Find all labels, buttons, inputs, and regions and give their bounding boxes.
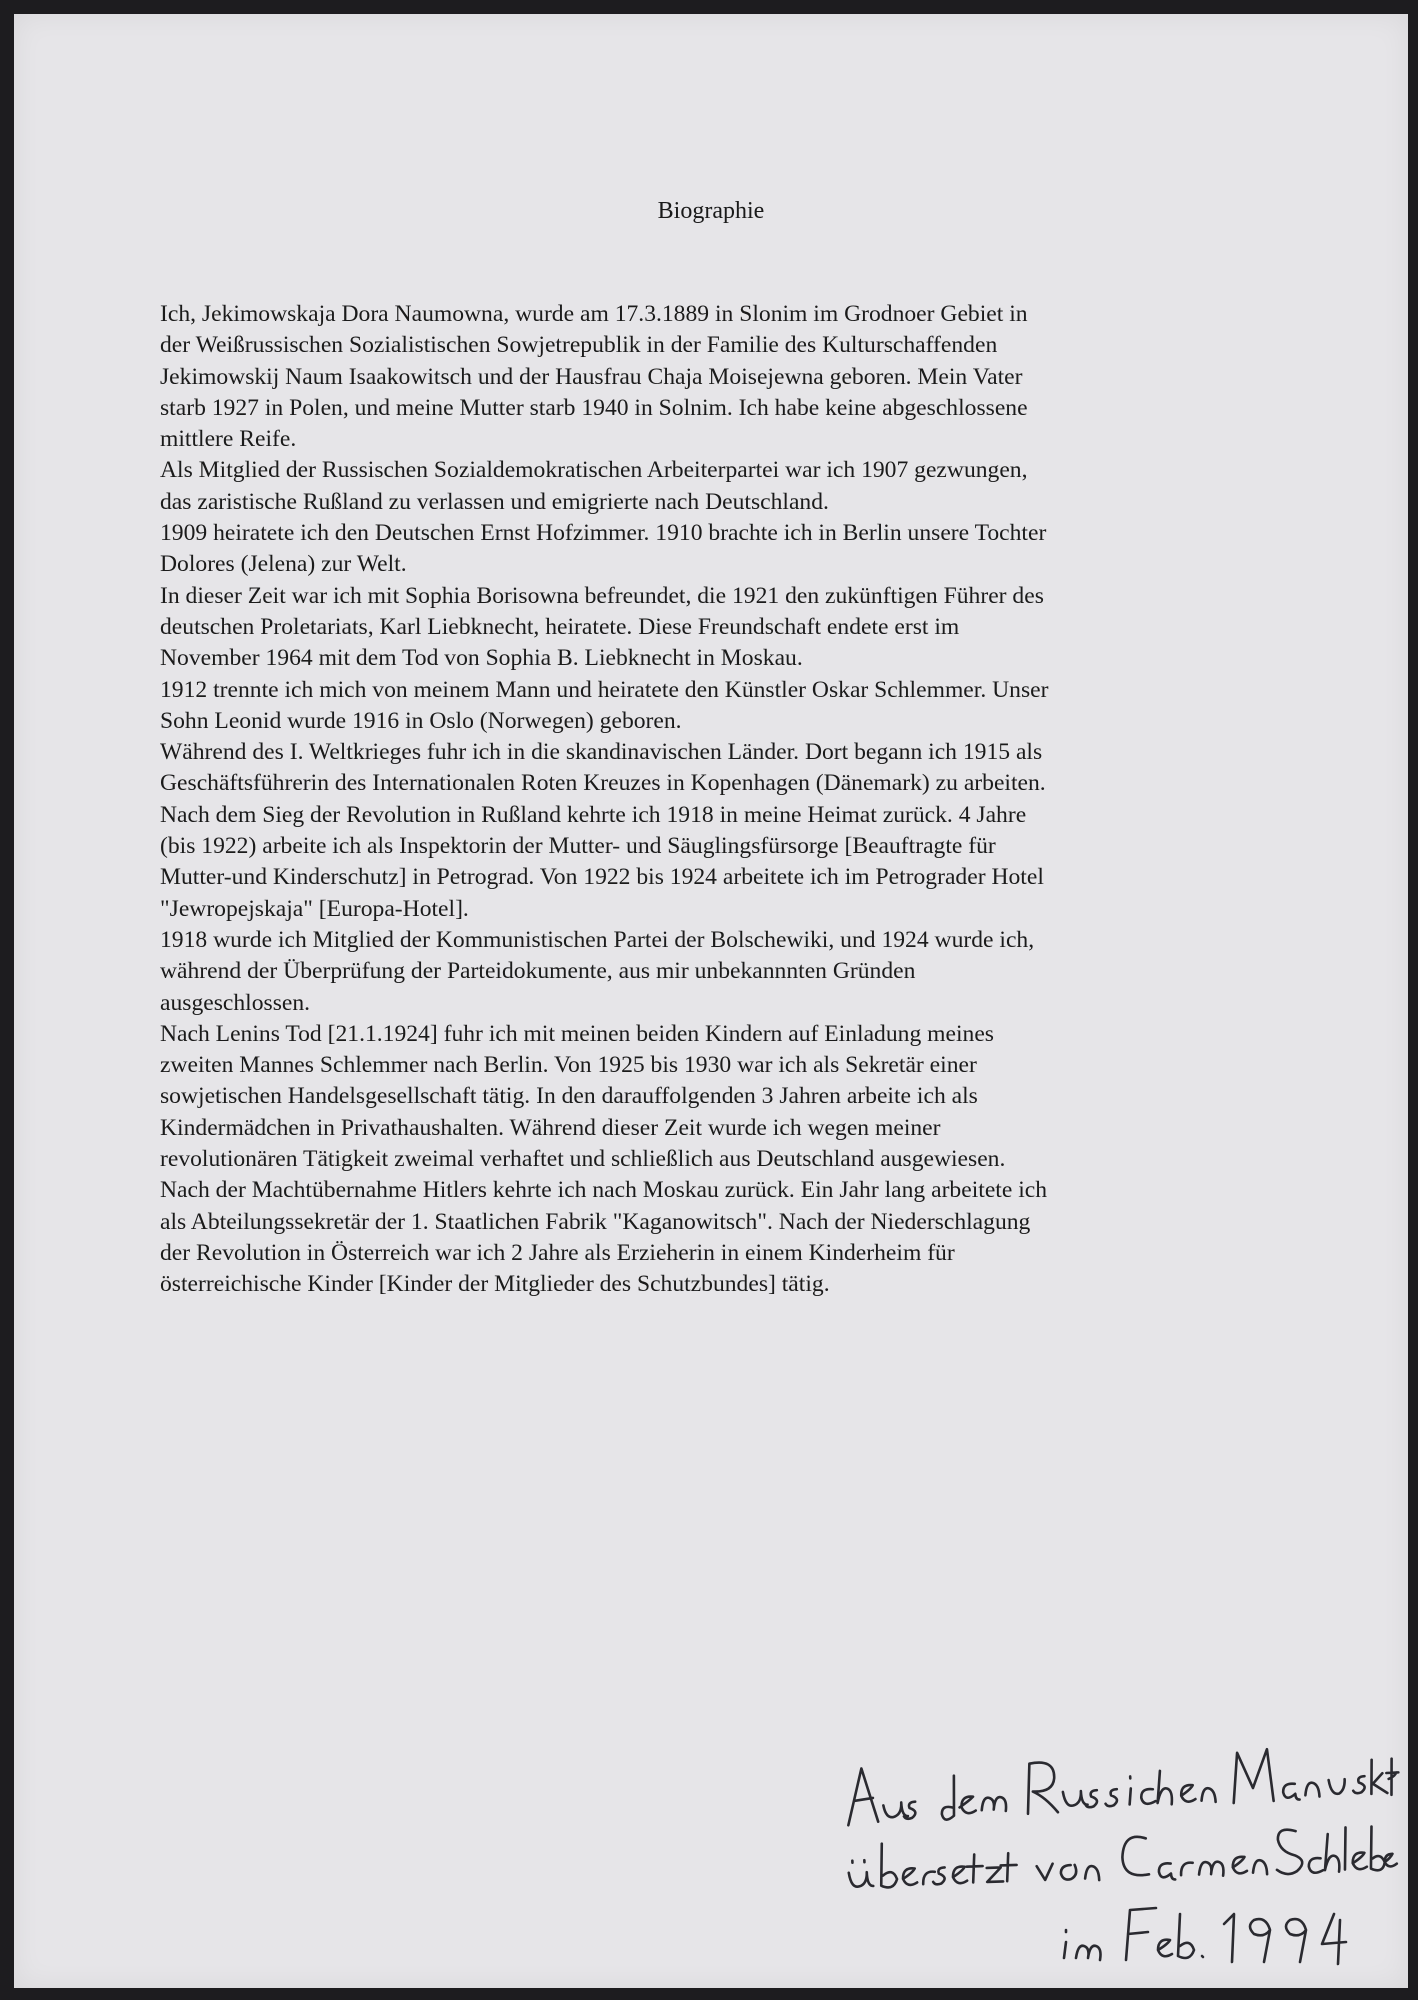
body-line: deutschen Proletariats, Karl Liebknecht, heiratete. Diese Freundschaft endete erst im <box>160 613 960 640</box>
body-line: revolutionären Tätigkeit zweimal verhaftet und schließlich aus Deutschland ausgewiesen. <box>160 1146 1006 1173</box>
body-line: Jekimowskij Naum Isaakowitsch und der Hausfrau Chaja Moisejewna geboren. Mein Vater <box>160 363 1023 390</box>
body-line: Kindermädchen in Privathaushalten. Während dieser Zeit wurde ich wegen meiner <box>160 1114 941 1141</box>
body-line: Geschäftsführerin des Internationalen Roten Kreuzes in Kopenhagen (Dänemark) zu arbeiten. <box>160 770 1046 797</box>
body-line: "Jewropejskaja" [Europa-Hotel]. <box>160 895 469 922</box>
body-line: 1918 wurde ich Mitglied der Kommunistischen Partei der Bolschewiki, und 1924 wurde ich, <box>160 926 1035 953</box>
body-line: während der Überprüfung der Parteidokumente, aus mir unbekannnten Gründen <box>160 958 916 985</box>
paper-sheet <box>14 14 1408 1988</box>
body-line: In dieser Zeit war ich mit Sophia Borisowna befreundet, die 1921 den zukünftigen Führer des <box>160 582 1044 609</box>
body-line: 1912 trennte ich mich von meinem Mann und heiratete den Künstler Oskar Schlemmer. Unser <box>160 676 1049 703</box>
body-line: der Revolution in Österreich war ich 2 Jahre als Erzieherin in einem Kinderheim für <box>160 1239 955 1266</box>
handwriting-line-2 <box>848 1826 1397 1891</box>
body-line: der Weißrussischen Sozialistischen Sowjetrepublik in der Familie des Kulturschaffenden <box>160 332 998 359</box>
body-line: Dolores (Jelena) zur Welt. <box>160 551 407 578</box>
document-body <box>160 299 1260 1301</box>
body-line: Mutter-und Kinderschutz] in Petrograd. Von 1922 bis 1924 arbeitete ich im Petrograder Hotel <box>160 864 1044 891</box>
body-line: Ich, Jekimowskaja Dora Naumowna, wurde am 17.3.1889 in Slonim im Grodnoer Gebiet in <box>160 301 1028 327</box>
body-line: das zaristische Rußland zu verlassen und emigrierte nach Deutschland. <box>160 488 829 515</box>
body-line: Als Mitglied der Russischen Sozialdemokratischen Arbeiterpartei war ich 1907 gezwungen, <box>160 457 1028 484</box>
body-line: Nach der Machtübernahme Hitlers kehrte ich nach Moskau zurück. Ein Jahr lang arbeitete ich <box>160 1177 1048 1204</box>
body-line: sowjetischen Handelsgesellschaft tätig. In den darauffolgenden 3 Jahren arbeite ich als <box>160 1083 978 1110</box>
document-title: Biographie <box>657 198 765 224</box>
body-line: 1909 heiratete ich den Deutschen Ernst Hofzimmer. 1910 brachte ich in Berlin unsere Tochter <box>160 520 1047 547</box>
body-line: Nach dem Sieg der Revolution in Rußland kehrte ich 1918 in meine Heimat zurück. 4 Jahre <box>160 801 1027 828</box>
body-line: mittlere Reife. <box>160 426 297 453</box>
body-line: starb 1927 in Polen, und meine Mutter starb 1940 in Solnim. Ich habe keine abgeschlossene <box>160 394 1028 421</box>
body-line: zweiten Mannes Schlemmer nach Berlin. Von 1925 bis 1930 war ich als Sekretär einer <box>160 1052 977 1079</box>
body-line: Sohn Leonid wurde 1916 in Oslo (Norwegen) geboren. <box>160 707 682 734</box>
handwritten-note <box>840 1734 1400 1974</box>
body-line: österreichische Kinder [Kinder der Mitglieder des Schutzbundes] tätig. <box>160 1271 830 1298</box>
body-line: ausgeschlossen. <box>160 989 311 1016</box>
body-line: Nach Lenins Tod [21.1.1924] fuhr ich mit meinen beiden Kindern auf Einladung meines <box>160 1020 994 1047</box>
handwriting-line-1 <box>845 1740 1399 1825</box>
body-line: Während des I. Weltkrieges fuhr ich in die skandinavischen Länder. Dort begann ich 1915 als <box>160 739 1043 766</box>
body-line: als Abteilungssekretär der 1. Staatlichen Fabrik "Kaganowitsch". Nach der Niederschlagung <box>160 1208 1031 1235</box>
body-line: (bis 1922) arbeite ich als Inspektorin der Mutter- und Säuglingsfürsorge [Beauftragte für <box>160 833 996 860</box>
handwriting-line-3 <box>1064 1908 1346 1964</box>
body-line: November 1964 mit dem Tod von Sophia B. Liebknecht in Moskau. <box>160 645 803 672</box>
